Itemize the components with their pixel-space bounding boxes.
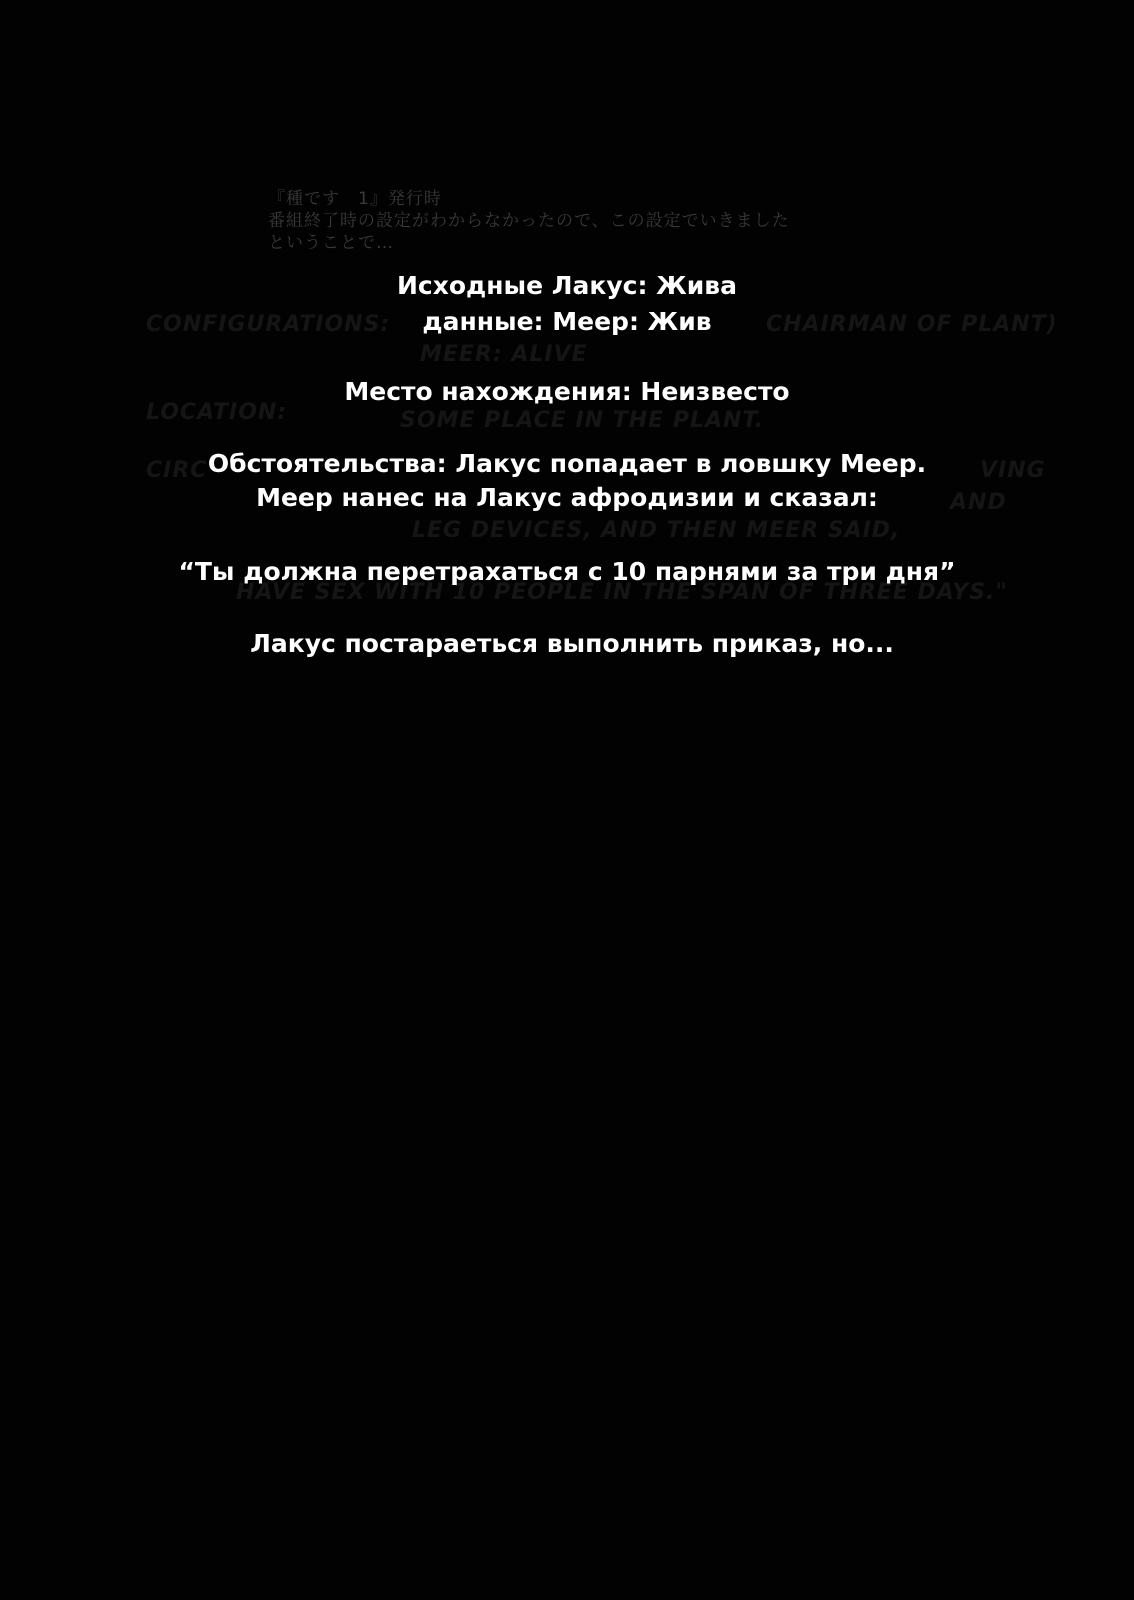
ghost-leg-devices: LEG DEVICES, AND THEN MEER SAID, [412,518,901,543]
ghost-configurations: CONFIGURATIONS: [146,312,391,337]
ghost-chairman: CHAIRMAN OF PLANT) [766,312,1058,337]
ghost-some-place: SOME PLACE IN THE PLANT. [400,408,765,433]
japanese-note-line-2: 番組終了時の設定がわからなかったので、この設定でいきました [268,211,790,231]
ghost-and: AND [950,490,1007,515]
ghost-meer-alive: MEER: ALIVE [420,342,588,367]
ghost-ving: VING [980,458,1046,483]
ru-line-location: Место нахождения: Неизвесто [344,377,790,406]
ghost-have-sex: HAVE SEX WITH 10 PEOPLE IN THE SPAN OF THREE DAYS." [236,580,1008,605]
ru-line-source-1: Исходные Лакус: Жива [396,271,737,300]
ru-line-quote: “Ты должна перетрахаться с 10 парнями за три дня” [178,557,956,586]
ghost-location: LOCATION: [146,400,288,425]
japanese-note-line-1: 『種です 1』発行時 [268,189,442,209]
ru-line-circumstances-2: Меер нанес на Лакус афродизии и сказал: [256,483,878,512]
ru-line-circumstances-1: Обстоятельства: Лакус попадает в ловшку Меер. [207,449,927,478]
ru-line-source-2: данные: Меер: Жив [422,307,712,336]
ghost-circ: CIRC [146,458,208,483]
japanese-note-line-3: ということで… [268,233,394,253]
japanese-note [268,188,948,254]
ru-line-final: Лакус постараеться выполнить приказ, но... [250,629,894,658]
